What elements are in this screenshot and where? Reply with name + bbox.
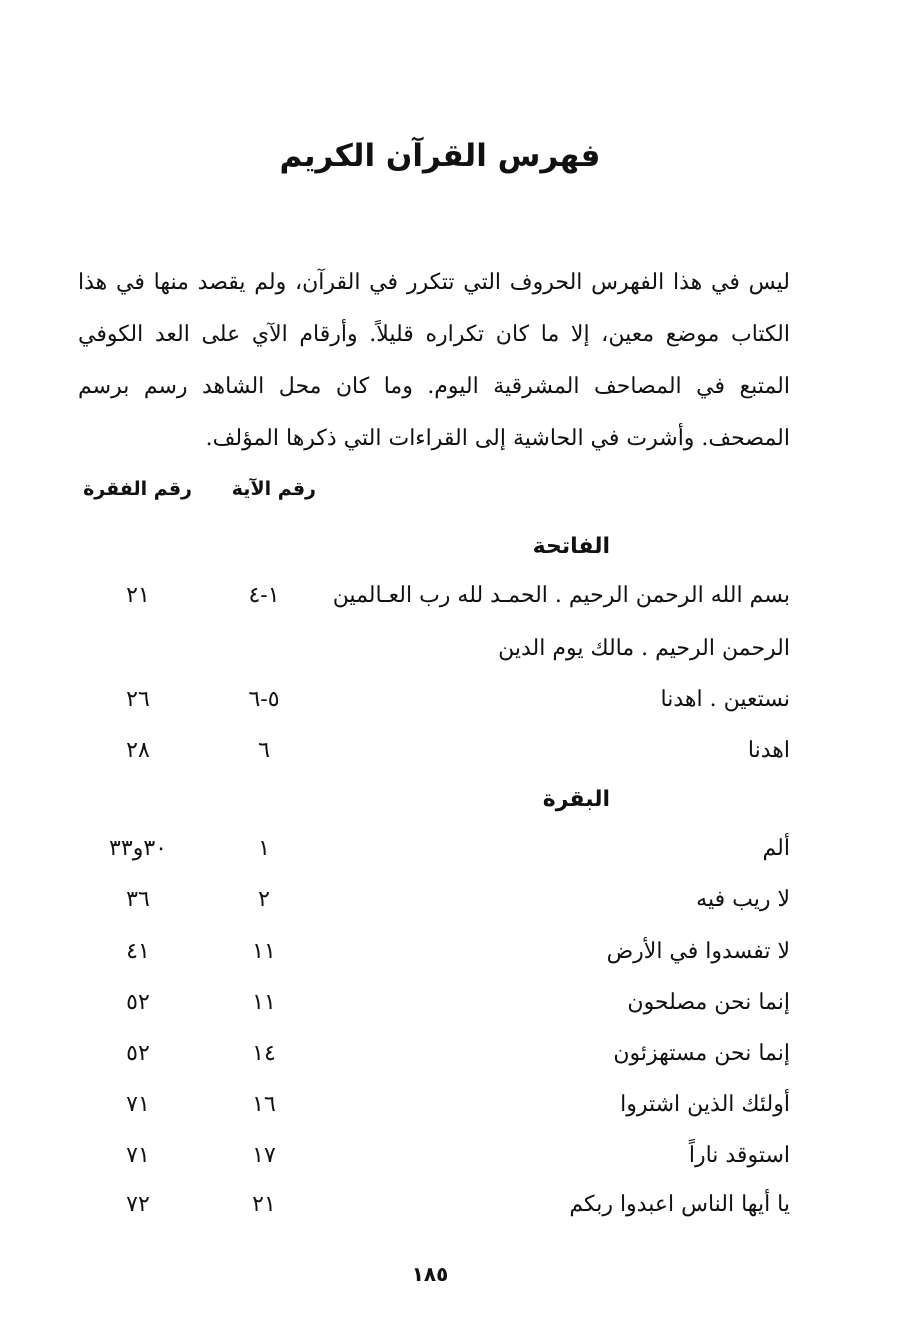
- paragraph-number: ٢٦: [126, 687, 150, 712]
- verse-text: إنما نحن مستهزئون: [613, 1041, 790, 1066]
- paragraph-number: ٢١: [126, 583, 150, 608]
- ayah-number: ١٦: [252, 1092, 276, 1117]
- verse-text: أولئك الذين اشتروا: [620, 1092, 790, 1117]
- surah-heading-fatiha: الفاتحة: [532, 534, 610, 559]
- ayah-number: ٢: [258, 887, 270, 912]
- ayah-number: ٢١: [252, 1192, 276, 1217]
- table-row: [0, 583, 910, 623]
- paragraph-number: ٧١: [126, 1092, 150, 1117]
- verse-text: ألم: [762, 836, 790, 861]
- table-row: [0, 1192, 910, 1232]
- ayah-number: ٦: [258, 738, 270, 763]
- paragraph-number: ٣٦: [126, 887, 150, 912]
- verse-text: لا ريب فيه: [696, 887, 790, 912]
- table-row: [0, 636, 910, 676]
- ayah-number: ٥-٦: [248, 687, 280, 712]
- paragraph-number: ٤١: [126, 939, 150, 964]
- table-row: [0, 1092, 910, 1132]
- ayah-number: ١٤: [252, 1041, 276, 1066]
- table-row: [0, 1143, 910, 1183]
- paragraph-number-header: رقم الفقرة: [83, 478, 192, 500]
- verse-text: استوقد ناراً: [688, 1143, 790, 1168]
- page-number: ١٨٥: [411, 1262, 449, 1286]
- table-row: [0, 939, 910, 979]
- ayah-number: ١١: [252, 990, 276, 1015]
- ayah-number: ١: [258, 836, 270, 861]
- verse-text: اهدنا: [747, 738, 790, 763]
- ayah-number: ١٧: [252, 1143, 276, 1168]
- table-row: [0, 1041, 910, 1081]
- table-row: [0, 687, 910, 727]
- table-row: [0, 836, 910, 876]
- table-row: [0, 990, 910, 1030]
- paragraph-number: ٥٢: [126, 1041, 150, 1066]
- table-row: [0, 887, 910, 927]
- page-title: فهرس القرآن الكريم: [279, 138, 601, 174]
- surah-heading-baqara: البقرة: [542, 787, 610, 812]
- paragraph-number: ٥٢: [126, 990, 150, 1015]
- verse-text: نستعين . اهدنا: [660, 687, 790, 712]
- ayah-number-header: رقم الآية: [231, 478, 316, 500]
- verse-text: يا أيها الناس اعبدوا ربكم: [569, 1192, 790, 1217]
- verse-text: الرحمن الرحيم . مالك يوم الدين: [498, 636, 790, 661]
- paragraph-number: ٧١: [126, 1143, 150, 1168]
- verse-text: بسم الله الرحمن الرحيم . الحمـد لله رب العـالمين: [332, 583, 790, 608]
- paragraph-number: ٧٢: [126, 1192, 150, 1217]
- paragraph-number: ٣٠و٣٣: [109, 836, 167, 861]
- ayah-number: ١١: [252, 939, 276, 964]
- intro-paragraph: ليس في هذا الفهرس الحروف التي تتكرر في القرآن، ولم يقصد منها في هذا الكتاب موضع معين، إلا ما كان تكراره قليلاً. وأرقام الآي على العد الكوفي المتبع في المصاحف المشرقية اليوم. وما كان محل الشاهد رسم برسم المصحف. وأشرت في الحاشية إلى القراءات التي ذكرها المؤلف.: [78, 270, 790, 451]
- paragraph-number: ٢٨: [126, 738, 150, 763]
- verse-text: لا تفسدوا في الأرض: [606, 939, 790, 964]
- table-row: [0, 738, 910, 778]
- verse-text: إنما نحن مصلحون: [627, 990, 790, 1015]
- ayah-number: ١-٤: [248, 583, 280, 608]
